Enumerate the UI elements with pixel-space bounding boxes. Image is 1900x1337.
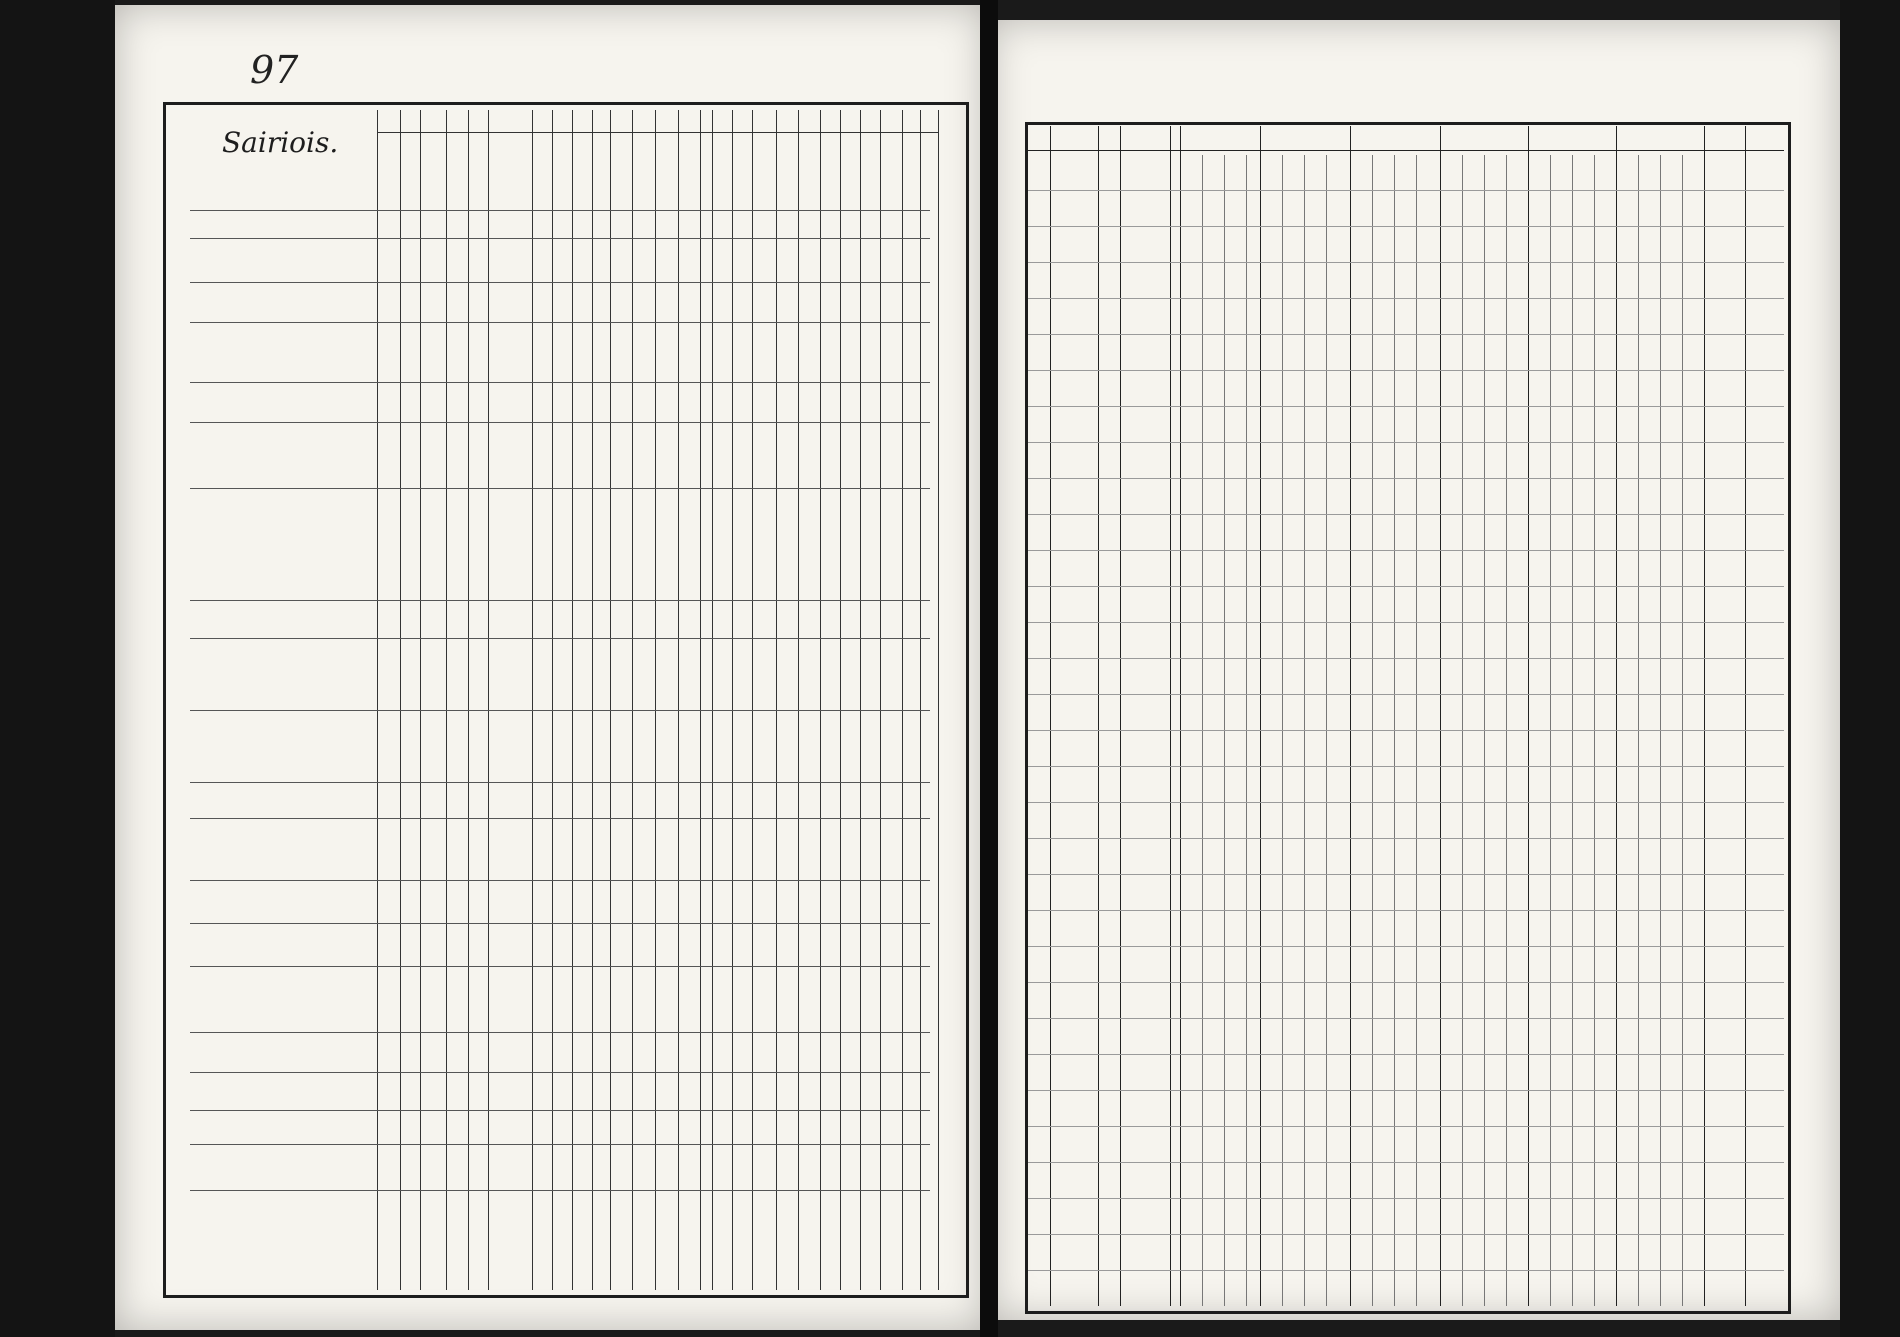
- right-row-rule: [1028, 946, 1784, 947]
- right-row-rule: [1028, 190, 1784, 191]
- right-column-divider: [1350, 126, 1351, 1306]
- left-column-divider: [377, 110, 378, 1290]
- right-header-divider: [1028, 150, 1784, 151]
- row-rule: [190, 1144, 930, 1145]
- row-rule: [190, 710, 930, 711]
- right-row-rule: [1028, 586, 1784, 587]
- left-column-divider: [880, 110, 881, 1290]
- right-row-rule: [1028, 1090, 1784, 1091]
- row-rule: [190, 1032, 930, 1033]
- left-column-divider: [820, 110, 821, 1290]
- right-column-divider: [1050, 126, 1051, 1306]
- row-rule: [190, 1110, 930, 1111]
- left-column-divider: [938, 110, 939, 1290]
- row-rule: [190, 1072, 930, 1073]
- right-column-divider: [1120, 126, 1121, 1306]
- right-row-rule: [1028, 802, 1784, 803]
- left-column-divider: [468, 110, 469, 1290]
- left-column-divider: [752, 110, 753, 1290]
- row-rule: [190, 818, 930, 819]
- row-rule: [190, 382, 930, 383]
- page-number: 97: [250, 48, 299, 92]
- right-row-rule: [1028, 694, 1784, 695]
- row-rule: [190, 238, 930, 239]
- left-column-divider: [902, 110, 903, 1290]
- book-edge-left: [0, 0, 115, 1337]
- right-row-rule: [1028, 1018, 1784, 1019]
- right-row-rule: [1028, 1162, 1784, 1163]
- left-column-divider: [572, 110, 573, 1290]
- left-column-divider: [420, 110, 421, 1290]
- right-column-divider: [1260, 126, 1261, 1306]
- right-column-divider: [1616, 126, 1617, 1306]
- left-column-divider: [798, 110, 799, 1290]
- right-row-rule: [1028, 910, 1784, 911]
- right-row-rule: [1028, 730, 1784, 731]
- left-column-divider: [446, 110, 447, 1290]
- left-column-divider: [552, 110, 553, 1290]
- right-row-rule: [1028, 982, 1784, 983]
- right-row-rule: [1028, 1054, 1784, 1055]
- right-row-rule: [1028, 766, 1784, 767]
- right-row-rule: [1028, 478, 1784, 479]
- right-row-rule: [1028, 550, 1784, 551]
- left-column-divider: [678, 110, 679, 1290]
- left-column-divider: [488, 110, 489, 1290]
- left-column-divider: [610, 110, 611, 1290]
- right-row-rule: [1028, 1234, 1784, 1235]
- left-column-divider: [655, 110, 656, 1290]
- row-rule: [190, 966, 930, 967]
- left-column-divider: [860, 110, 861, 1290]
- book-edge-right: [1840, 0, 1900, 1337]
- right-row-rule: [1028, 226, 1784, 227]
- row-rule: [190, 322, 930, 323]
- right-row-rule: [1028, 1126, 1784, 1127]
- right-row-rule: [1028, 1198, 1784, 1199]
- row-rule: [190, 638, 930, 639]
- row-rule: [190, 782, 930, 783]
- row-rule: [190, 923, 930, 924]
- right-register-frame: [1025, 122, 1791, 1314]
- right-row-rule: [1028, 658, 1784, 659]
- row-rule: [190, 210, 930, 211]
- left-column-divider: [700, 110, 701, 1290]
- left-column-divider: [592, 110, 593, 1290]
- row-rule: [190, 488, 930, 489]
- row-rule: [190, 282, 930, 283]
- right-column-divider: [1170, 126, 1171, 1306]
- right-column-divider: [1745, 126, 1746, 1306]
- book-gutter: [980, 0, 998, 1337]
- right-column-divider: [1180, 126, 1181, 1306]
- left-column-divider: [776, 110, 777, 1290]
- left-column-divider: [632, 110, 633, 1290]
- row-rule: [190, 600, 930, 601]
- left-column-divider: [732, 110, 733, 1290]
- right-row-rule: [1028, 370, 1784, 371]
- right-row-rule: [1028, 622, 1784, 623]
- left-column-divider: [532, 110, 533, 1290]
- row-rule: [190, 1190, 930, 1191]
- right-column-divider: [1528, 126, 1529, 1306]
- left-column-divider: [920, 110, 921, 1290]
- left-column-divider: [840, 110, 841, 1290]
- right-row-rule: [1028, 838, 1784, 839]
- right-row-rule: [1028, 334, 1784, 335]
- left-column-divider: [400, 110, 401, 1290]
- right-row-rule: [1028, 514, 1784, 515]
- right-column-divider: [1704, 126, 1705, 1306]
- right-column-divider: [1098, 126, 1099, 1306]
- right-row-rule: [1028, 874, 1784, 875]
- right-row-rule: [1028, 262, 1784, 263]
- right-row-rule: [1028, 1270, 1784, 1271]
- right-row-rule: [1028, 298, 1784, 299]
- row-rule: [190, 880, 930, 881]
- right-row-rule: [1028, 442, 1784, 443]
- row-rule: [190, 422, 930, 423]
- header-divider: [377, 132, 938, 133]
- right-row-rule: [1028, 406, 1784, 407]
- left-column-divider: [712, 110, 713, 1290]
- village-title: Sairiois.: [222, 126, 339, 159]
- right-column-divider: [1440, 126, 1441, 1306]
